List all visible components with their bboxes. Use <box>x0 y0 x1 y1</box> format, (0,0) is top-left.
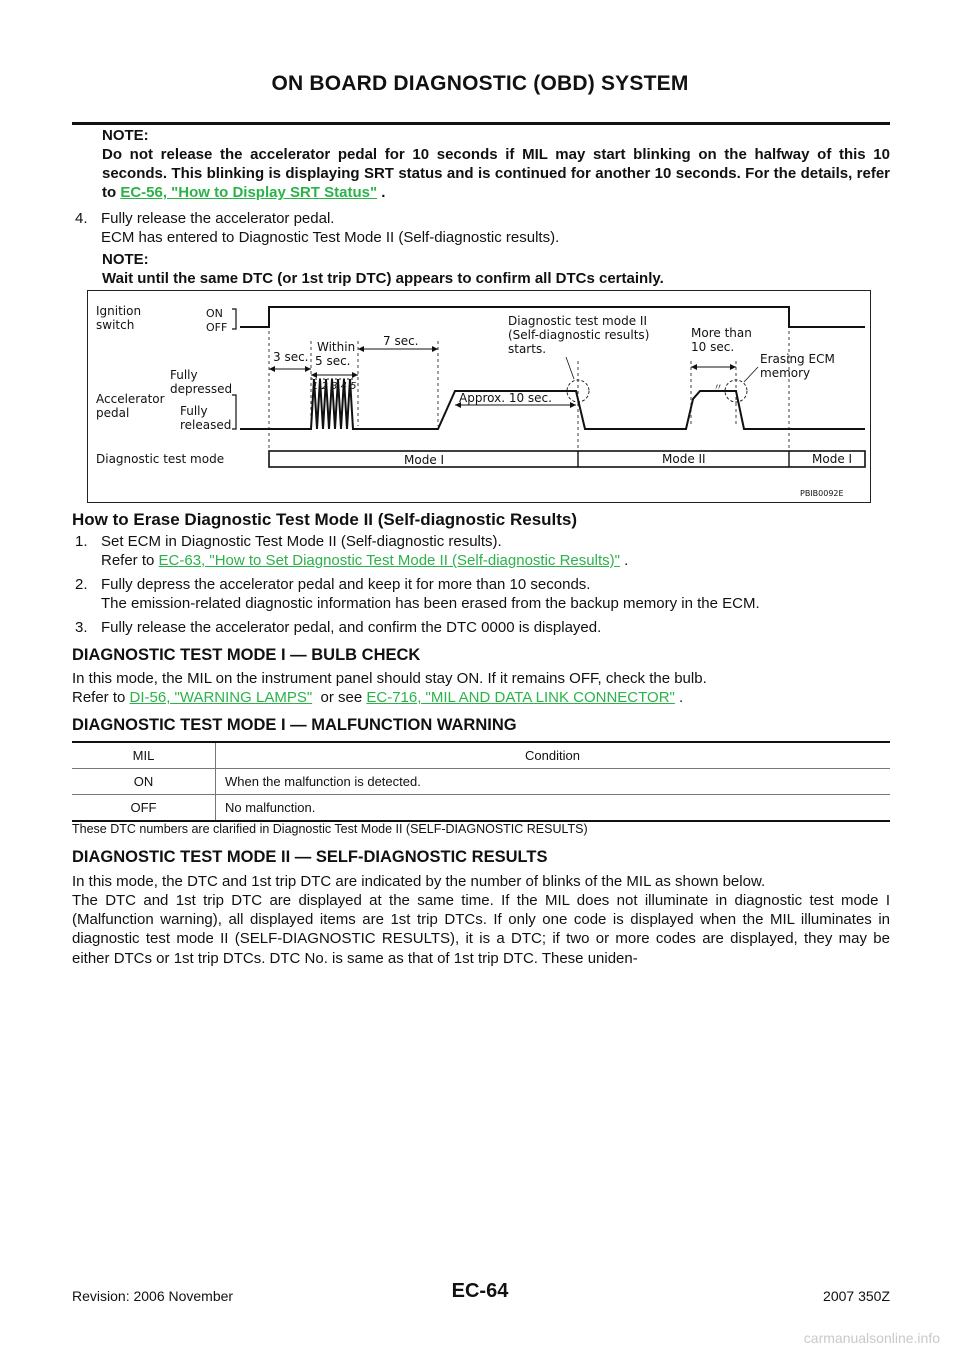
note-block-1 <box>102 126 890 202</box>
label-7-sec: 7 sec. <box>383 334 419 348</box>
step-line-1: Fully release the accelerator pedal, and confirm the DTC 0000 is displayed. <box>101 619 602 636</box>
header-rule <box>72 122 890 125</box>
label-fully-2: Fully <box>180 404 208 418</box>
table-divider <box>215 769 216 794</box>
note-text: Wait until the same DTC (or 1st trip DTC) appears to confirm all DTCs certainly. <box>102 270 664 287</box>
refer-text: Refer to <box>72 689 130 706</box>
xref-link-warning-lamps[interactable]: DI-56, "WARNING LAMPS" <box>129 689 313 706</box>
label-mode2-starts-1: Diagnostic test mode II <box>508 314 647 328</box>
label-ignition: Ignition <box>96 304 142 318</box>
note-text-body: Do not release the accelerator pedal for 10 seconds if MIL may start blinking on the halfway of this 10 seconds. This blinking is displaying SRT status and is continued for another 10 seconds. For the details, refer to <box>102 146 890 201</box>
label-released: released <box>180 418 232 432</box>
section-heading-self-diag: DIAGNOSTIC TEST MODE II — SELF-DIAGNOSTIC RESULTS <box>72 848 548 866</box>
table-cell-mil: OFF <box>130 800 157 815</box>
table-row <box>72 795 890 822</box>
xref-link-set-mode-2[interactable]: EC-63, "How to Set Diagnostic Test Mode II (Self-diagnostic Results)" <box>158 552 620 569</box>
label-within: Within <box>317 340 356 354</box>
section-heading-malfunction: DIAGNOSTIC TEST MODE I — MALFUNCTION WARNING <box>72 716 517 734</box>
erase-step-1 <box>72 532 890 570</box>
footer-page-number: EC-64 <box>451 1280 509 1302</box>
label-mode-i-end: Mode I <box>812 452 853 466</box>
step-line-1: Set ECM in Diagnostic Test Mode II (Self-diagnostic results). <box>101 533 502 550</box>
note-label: NOTE: <box>102 251 149 268</box>
label-mode2-starts-3: starts. <box>508 342 547 356</box>
label-approx-10: Approx. 10 sec. <box>459 391 552 405</box>
self-diag-paragraph: The DTC and 1st trip DTC are displayed at the same time. If the MIL does not illuminate in diagnostic test mode I (Malfunction warning), all displayed items are 1st trip DTCs. If only one code is displayed when the MIL illuminates in diagnostic test mode II (SELF-DIAGNOSTIC RESULTS), it is a DTC; if two or more codes are displayed, they may be either DTCs or 1st trip DTCs. DTC No. is same as that of 1st trip DTC. These uniden- <box>72 892 890 967</box>
label-more-than: More than <box>691 326 752 340</box>
step-line-2: ECM has entered to Diagnostic Test Mode II (Self-diagnostic results). <box>101 229 560 246</box>
label-mode-ii: Mode II <box>662 452 706 466</box>
bulb-check-line-1: In this mode, the MIL on the instrument panel should stay ON. If it remains OFF, check the bulb. <box>72 670 707 687</box>
table-header-row <box>72 741 890 769</box>
label-off: OFF <box>206 321 228 334</box>
section-heading-bulb-check: DIAGNOSTIC TEST MODE I — BULB CHECK <box>72 646 421 664</box>
note-label: NOTE: <box>102 127 149 144</box>
refer-text: Refer to <box>101 552 159 569</box>
table-footnote: These DTC numbers are clarified in Diagnostic Test Mode II (SELF-DIAGNOSTIC RESULTS) <box>72 822 588 836</box>
footer-model: 2007 350Z <box>823 1288 890 1304</box>
label-erasing: Erasing ECM <box>760 352 835 366</box>
erase-step-3 <box>72 618 890 637</box>
xref-link-mil-connector[interactable]: EC-716, "MIL AND DATA LINK CONNECTOR" <box>366 689 675 706</box>
note-text <box>102 145 890 202</box>
step-number: 1. <box>75 533 88 550</box>
label-diag-mode: Diagnostic test mode <box>96 452 225 466</box>
label-fully-1: Fully <box>170 368 198 382</box>
label-count: 1 2 3 4 5 <box>312 381 357 392</box>
table-cell-condition: No malfunction. <box>225 800 316 815</box>
step-number: 2. <box>75 576 88 593</box>
refer-end: . <box>619 552 629 569</box>
watermark: carmanualsonline.info <box>803 1330 940 1346</box>
label-10-sec: 10 sec. <box>691 340 735 354</box>
label-accelerator: Accelerator <box>96 392 165 406</box>
label-mode-i: Mode I <box>404 453 445 467</box>
step-line-1: Fully depress the accelerator pedal and keep it for more than 10 seconds. <box>101 576 591 593</box>
refer-end: . <box>674 689 684 706</box>
table-header-condition: Condition <box>525 748 580 763</box>
self-diag-line-1: In this mode, the DTC and 1st trip DTC are indicated by the number of blinks of the MIL as shown below. <box>72 873 766 890</box>
table-cell-condition: When the malfunction is detected. <box>225 774 421 789</box>
table-divider <box>215 795 216 820</box>
label-memory: memory <box>760 366 811 380</box>
label-depressed: depressed <box>170 382 233 396</box>
timing-diagram <box>87 290 871 503</box>
note-block-2 <box>102 250 890 288</box>
step-line-2: The emission-related diagnostic information has been erased from the backup memory in the ECM. <box>101 595 760 612</box>
table-header-mil: MIL <box>132 748 155 763</box>
label-5-sec: 5 sec. <box>315 354 351 368</box>
bulb-check-line-2 <box>72 688 890 707</box>
bulb-check-text <box>72 669 890 707</box>
table-row <box>72 769 890 795</box>
label-switch: switch <box>96 318 135 332</box>
note-text-end: . <box>377 184 386 201</box>
page-title: ON BOARD DIAGNOSTIC (OBD) SYSTEM <box>271 72 689 95</box>
label-3-sec: 3 sec. <box>273 350 309 364</box>
step-line-2 <box>101 551 890 570</box>
figure-id: PBIB0092E <box>800 489 844 498</box>
label-break-mark: 〃 <box>713 383 723 394</box>
table-cell-mil: ON <box>133 774 154 789</box>
refer-mid: or see <box>312 689 367 706</box>
label-pedal: pedal <box>96 406 130 420</box>
step-line-1: Fully release the accelerator pedal. <box>101 210 335 227</box>
step-number: 4. <box>75 210 88 227</box>
label-mode2-starts-2: (Self-diagnostic results) <box>508 328 650 342</box>
mil-condition-table <box>72 741 890 822</box>
step-4 <box>72 209 890 247</box>
xref-link-srt-status[interactable]: EC-56, "How to Display SRT Status" <box>120 184 378 201</box>
section-heading-erase: How to Erase Diagnostic Test Mode II (Self-diagnostic Results) <box>72 510 578 529</box>
label-on: ON <box>206 307 223 320</box>
footer-revision: Revision: 2006 November <box>72 1288 234 1304</box>
erase-step-2 <box>72 575 890 613</box>
step-number: 3. <box>75 619 88 636</box>
